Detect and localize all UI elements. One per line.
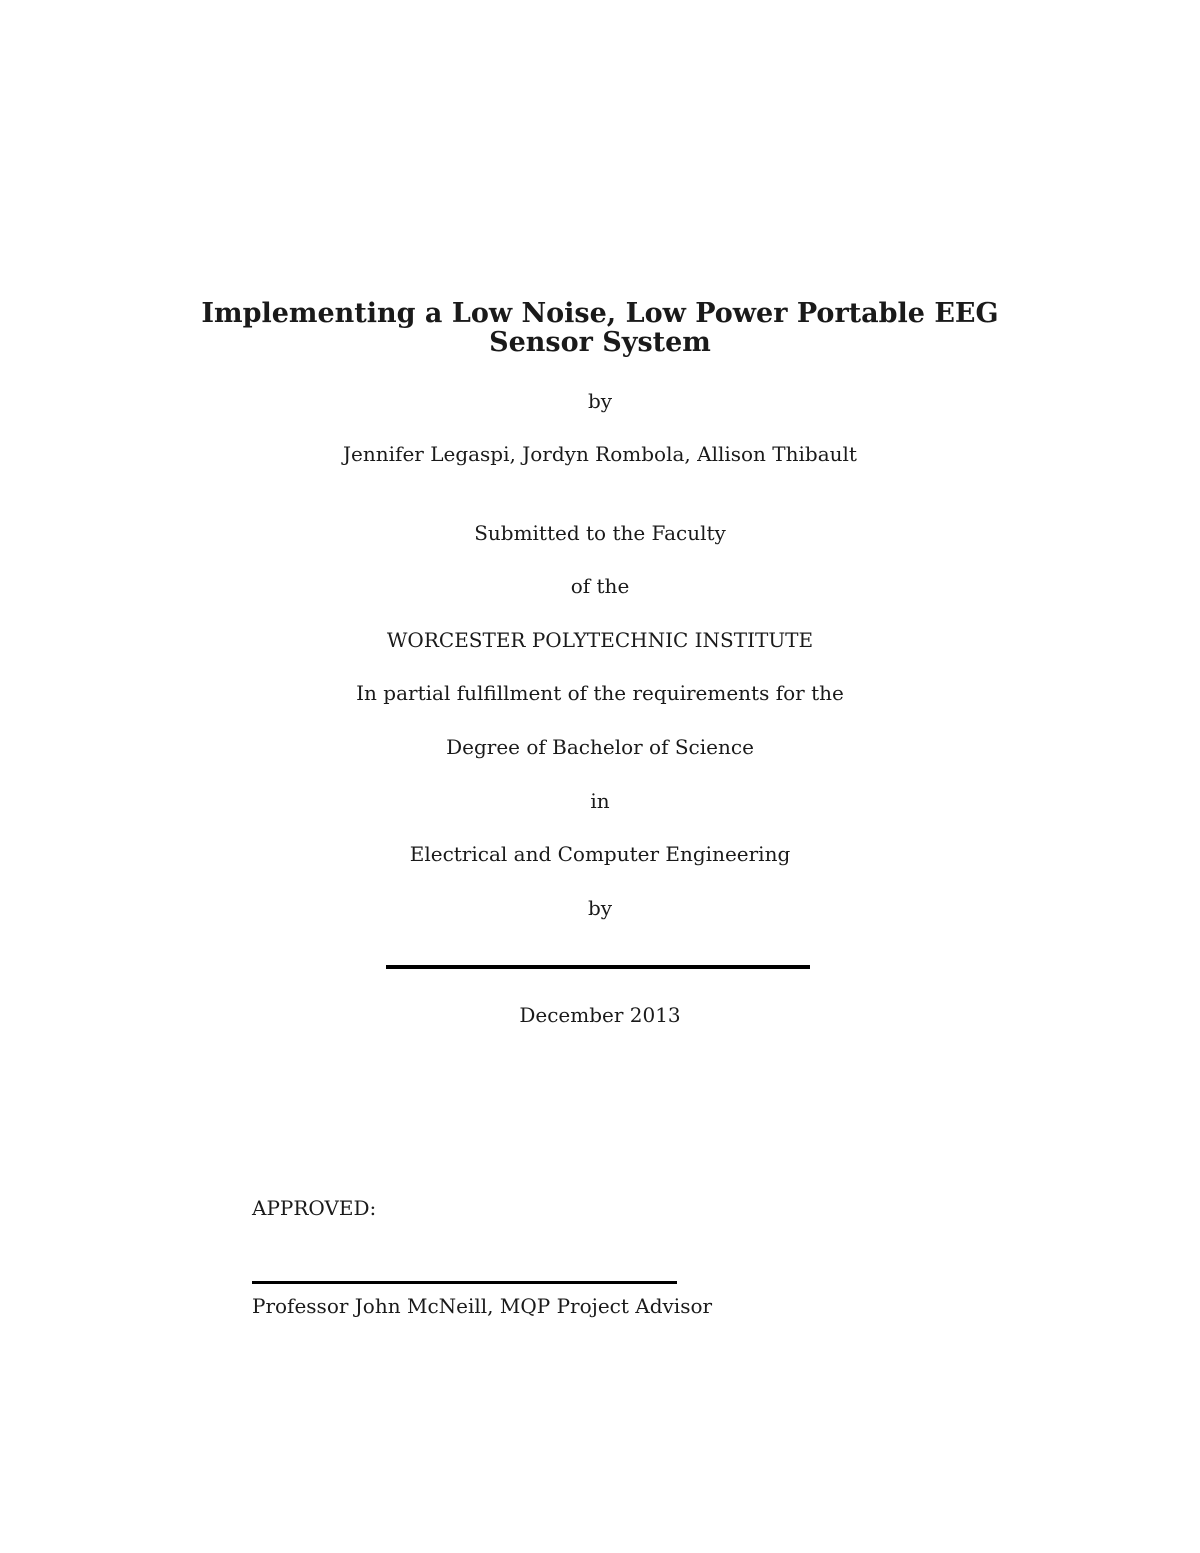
institution-name: WORCESTER POLYTECHNIC INSTITUTE	[386, 628, 814, 652]
advisor-name: Professor John McNeill, MQP Project Advisor	[252, 1294, 713, 1318]
by-label: by	[587, 389, 613, 413]
advisor-signature-line	[252, 1281, 677, 1284]
author-signature-line	[386, 965, 810, 969]
approved-label: APPROVED:	[252, 1196, 377, 1220]
submitted-line: Submitted to the Faculty	[474, 521, 726, 545]
of-the-line: of the	[570, 574, 630, 598]
authors: Jennifer Legaspi, Jordyn Rombola, Allison Thibault	[343, 442, 857, 466]
submission-date: December 2013	[519, 1003, 681, 1027]
field-line: Electrical and Computer Engineering	[409, 842, 791, 866]
partial-fulfillment-line: In partial fulfillment of the requirements for the	[356, 681, 844, 705]
thesis-title-line-1: Implementing a Low Noise, Low Power Portable EEG	[201, 298, 999, 329]
thesis-title-line-2: Sensor System	[489, 327, 711, 358]
in-line: in	[590, 789, 610, 813]
by-label-2: by	[587, 896, 613, 920]
degree-line: Degree of Bachelor of Science	[446, 735, 754, 759]
